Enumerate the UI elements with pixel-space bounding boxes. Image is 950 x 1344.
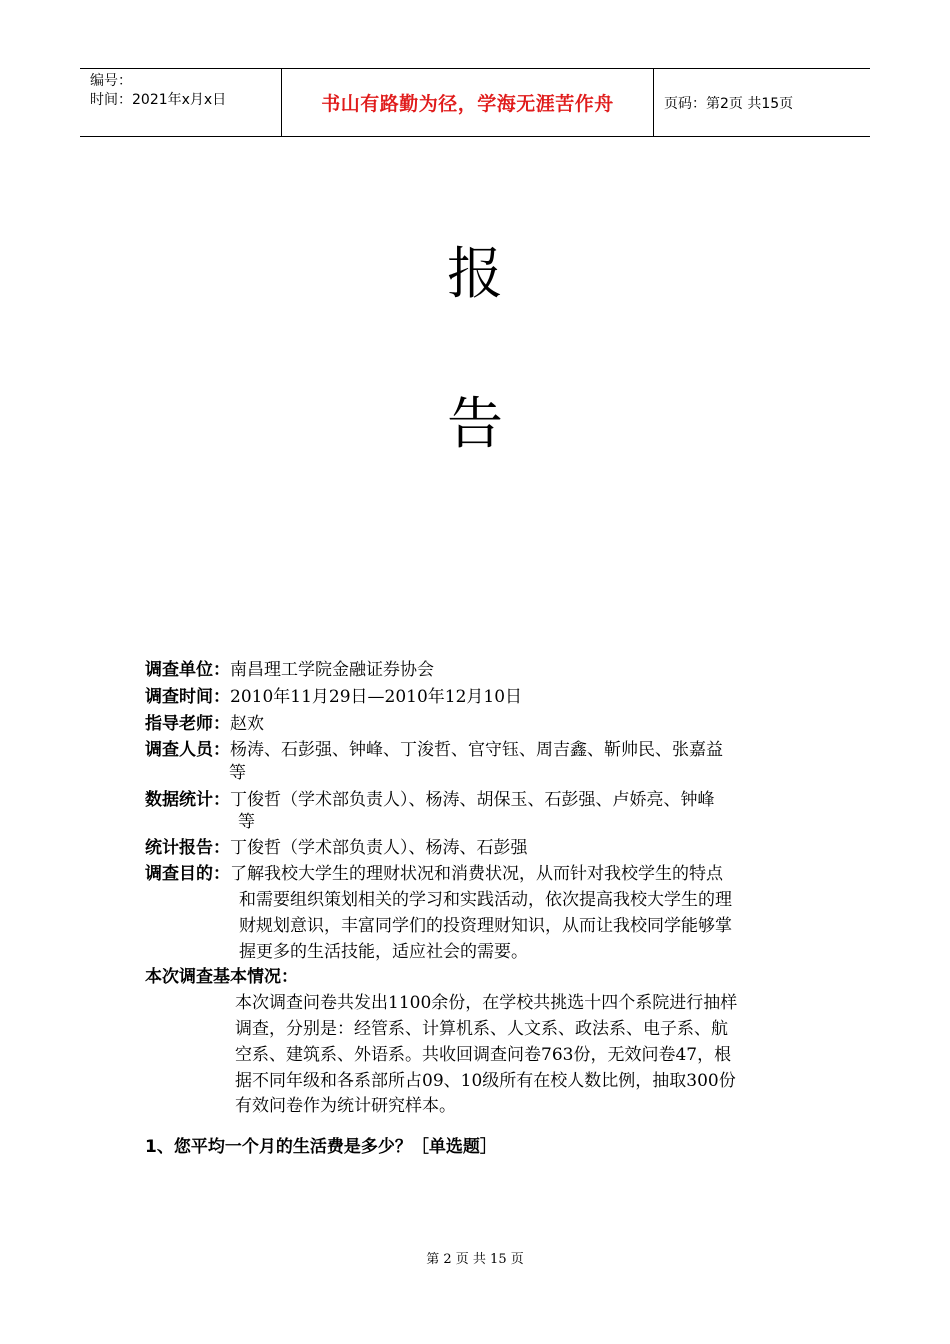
report-row — [145, 833, 528, 858]
purpose-line-1: 了解我校大学生的理财状况和消费状况，从而针对我校学生的特点 — [230, 864, 723, 884]
stats-row — [145, 785, 715, 810]
unit-value: 南昌理工学院金融证券协会 — [230, 660, 434, 680]
staff-line-1: 杨涛、石彭强、钟峰、丁浚哲、官守钰、周吉鑫、靳帅民、张嘉益 — [230, 740, 723, 760]
purpose-line-2: 和需要组织策划相关的学习和实践活动，依次提高我校大学生的理 — [239, 890, 732, 910]
unit-row — [145, 655, 434, 680]
staff-row — [145, 735, 723, 760]
purpose-row — [145, 859, 723, 884]
question-1: 1、您平均一个月的生活费是多少？［单选题］ — [145, 1137, 497, 1157]
stats-line-1: 丁俊哲（学术部负责人）、杨涛、胡保玉、石彭强、卢娇亮、钟峰 — [230, 790, 715, 810]
survey-time-value: 2010年11月29日—2010年12月10日 — [230, 687, 523, 707]
number-label: 编号： — [90, 73, 132, 89]
basic-line-3: 空系、建筑系、外语系。共收回调查问卷763份，无效问卷47，根 — [235, 1045, 732, 1065]
stats-label: 数据统计： — [145, 790, 230, 810]
title-char-1: 报 — [447, 242, 503, 307]
teacher-row — [145, 709, 264, 734]
teacher-value: 赵欢 — [230, 714, 264, 734]
basic-row — [145, 962, 298, 987]
staff-label: 调查人员： — [145, 740, 230, 760]
basic-label: 本次调查基本情况： — [145, 967, 298, 987]
purpose-label: 调查目的： — [145, 864, 230, 884]
motto: 书山有路勤为径，学海无涯苦作舟 — [281, 69, 654, 136]
purpose-line-3: 财规划意识，丰富同学们的投资理财知识，从而让我校同学能够掌 — [239, 916, 732, 936]
basic-line-2: 调查，分别是：经管系、计算机系、人文系、政法系、电子系、航 — [235, 1019, 728, 1039]
basic-line-4: 据不同年级和各系部所占09、10级所有在校人数比例，抽取300份 — [235, 1071, 736, 1091]
time-label: 时间：2021年x月x日 — [90, 92, 227, 108]
header-left-cell — [80, 69, 281, 136]
basic-line-5: 有效问卷作为统计研究样本。 — [235, 1096, 456, 1116]
report-info — [145, 655, 815, 1155]
survey-time-label: 调查时间： — [145, 687, 230, 707]
stats-line-2: 等 — [238, 812, 255, 832]
teacher-label: 指导老师： — [145, 714, 230, 734]
time-row — [145, 682, 522, 707]
staff-line-2: 等 — [229, 763, 246, 783]
report-value: 丁俊哲（学术部负责人）、杨涛、石彭强 — [230, 838, 528, 858]
basic-line-1: 本次调查问卷共发出1100余份，在学校共挑选十四个系院进行抽样 — [235, 993, 738, 1013]
unit-label: 调查单位： — [145, 660, 230, 680]
purpose-line-4: 握更多的生活技能，适应社会的需要。 — [239, 942, 528, 962]
header-table — [80, 68, 870, 137]
report-label: 统计报告： — [145, 838, 230, 858]
page-code: 页码：第2页 共15页 — [664, 95, 794, 112]
title-char-2: 告 — [447, 392, 503, 457]
page-footer: 第 2 页 共 15 页 — [426, 1252, 524, 1267]
